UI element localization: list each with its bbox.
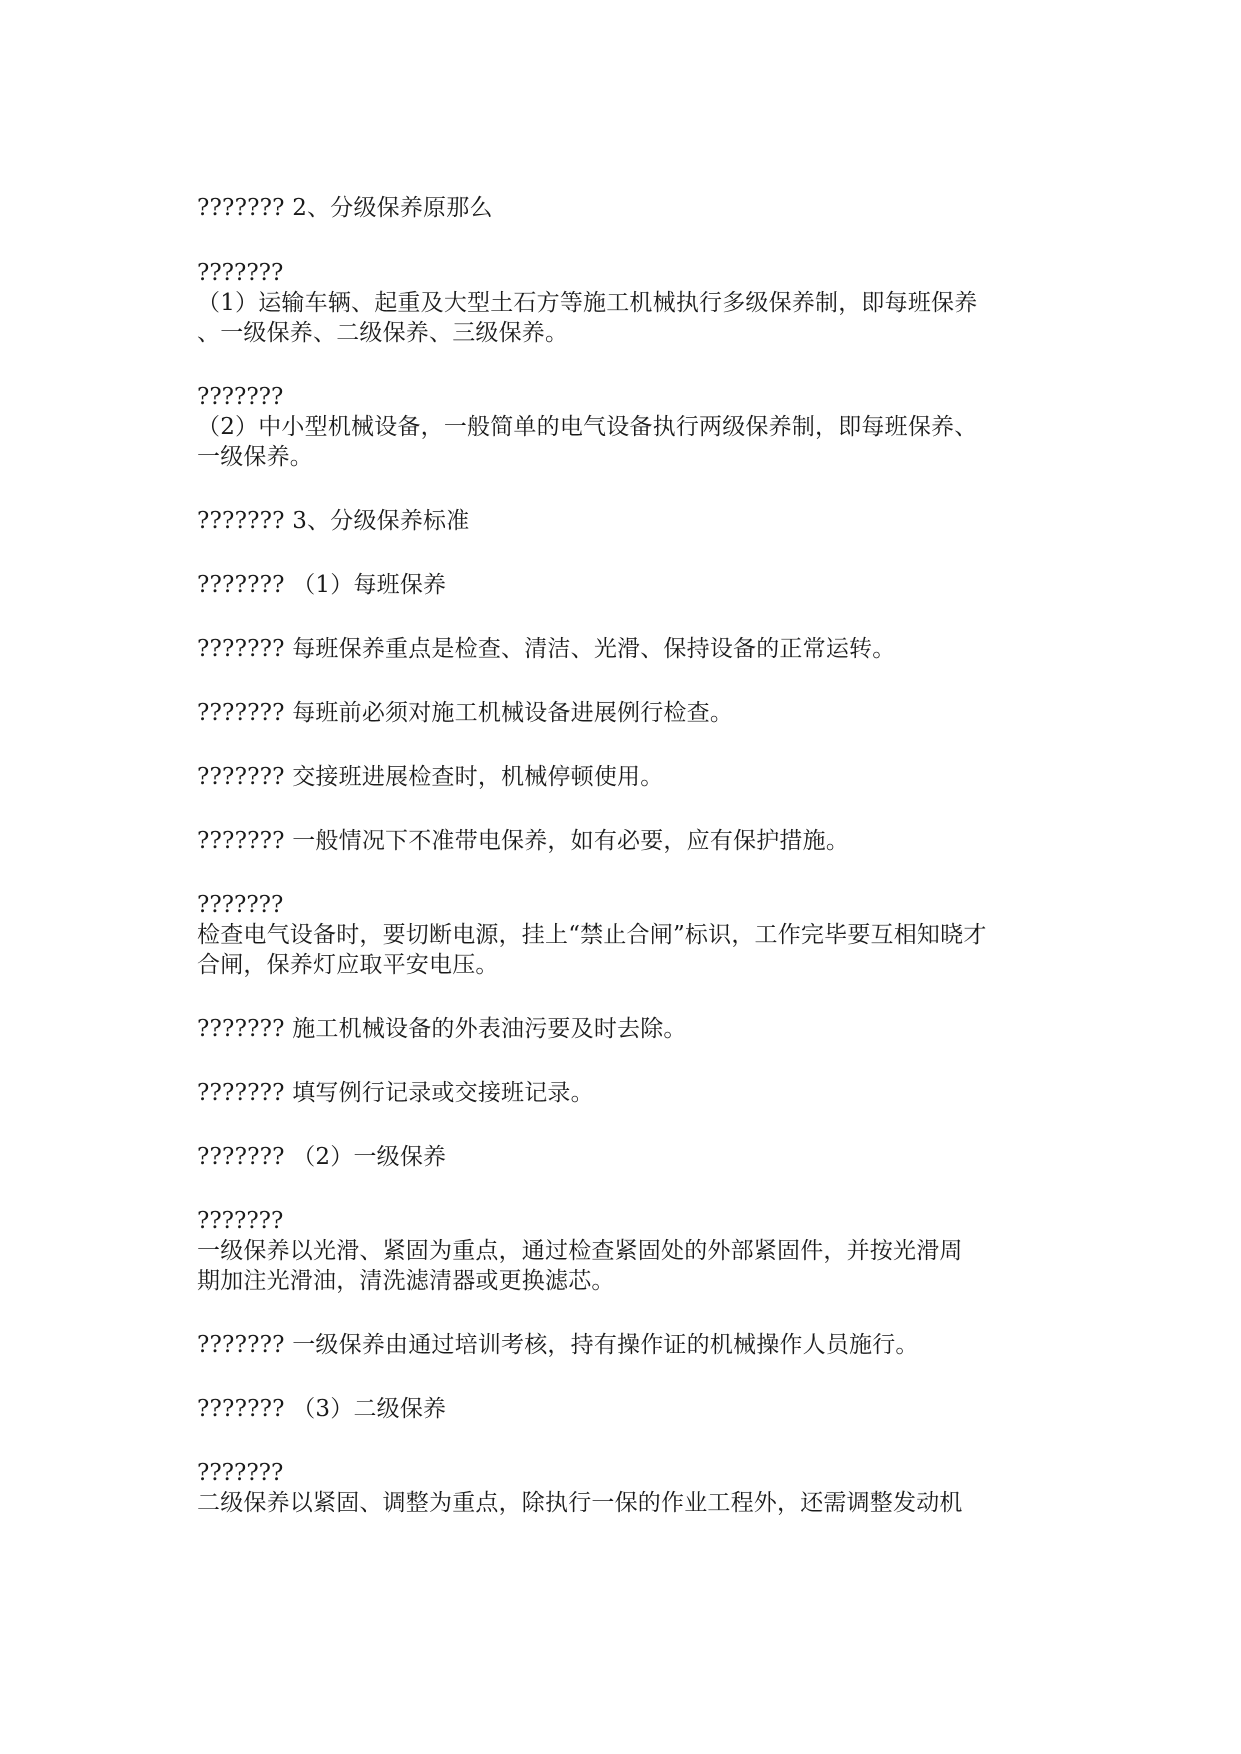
paragraph-line: 一级保养。 (197, 444, 313, 470)
paragraph-line: 期加注光滑油，清洗滤清器或更换滤芯。 (197, 1268, 615, 1294)
placeholder-marker: ??????? (197, 892, 284, 918)
paragraph-line: ??????? 每班前必须对施工机械设备进展例行检查。 (197, 700, 734, 726)
subsection-heading-level-one: ??????? （2）一级保养 (197, 1144, 447, 1170)
paragraph-line: （1）运输车辆、起重及大型土石方等施工机械执行多级保养制，即每班保养 (197, 290, 978, 316)
paragraph-line: （2）中小型机械设备，一般简单的电气设备执行两级保养制，即每班保养、 (197, 414, 978, 440)
paragraph-line: ??????? 施工机械设备的外表油污要及时去除。 (197, 1016, 687, 1042)
paragraph-line: ??????? 每班保养重点是检查、清洁、光滑、保持设备的正常运转。 (197, 636, 896, 662)
paragraph-line: ??????? 一级保养由通过培训考核，持有操作证的机械操作人员施行。 (197, 1332, 919, 1358)
paragraph-line: ??????? 填写例行记录或交接班记录。 (197, 1080, 594, 1106)
paragraph-line: ??????? 一般情况下不准带电保养，如有必要，应有保护措施。 (197, 828, 850, 854)
section-heading-grading-standards: ??????? 3、分级保养标准 (197, 508, 470, 534)
subsection-heading-per-shift: ??????? （1）每班保养 (197, 572, 447, 598)
placeholder-marker: ??????? (197, 384, 284, 410)
subsection-heading-level-two: ??????? （3）二级保养 (197, 1396, 447, 1422)
placeholder-marker: ??????? (197, 1460, 284, 1486)
paragraph-line: 二级保养以紧固、调整为重点，除执行一保的作业工程外，还需调整发动机 (197, 1490, 963, 1516)
paragraph-line: 一级保养以光滑、紧固为重点，通过检查紧固处的外部紧固件，并按光滑周 (197, 1238, 963, 1264)
section-heading-grading-principles: ??????? 2、分级保养原那么 (197, 195, 493, 221)
placeholder-marker: ??????? (197, 1208, 284, 1234)
paragraph-line: 合闸，保养灯应取平安电压。 (197, 952, 499, 978)
placeholder-marker: ??????? (197, 260, 284, 286)
paragraph-line: ??????? 交接班进展检查时，机械停顿使用。 (197, 764, 664, 790)
paragraph-line: 检查电气设备时，要切断电源，挂上“禁止合闸”标识，工作完毕要互相知晓才 (197, 922, 987, 948)
paragraph-line: 、一级保养、二级保养、三级保养。 (197, 320, 569, 346)
